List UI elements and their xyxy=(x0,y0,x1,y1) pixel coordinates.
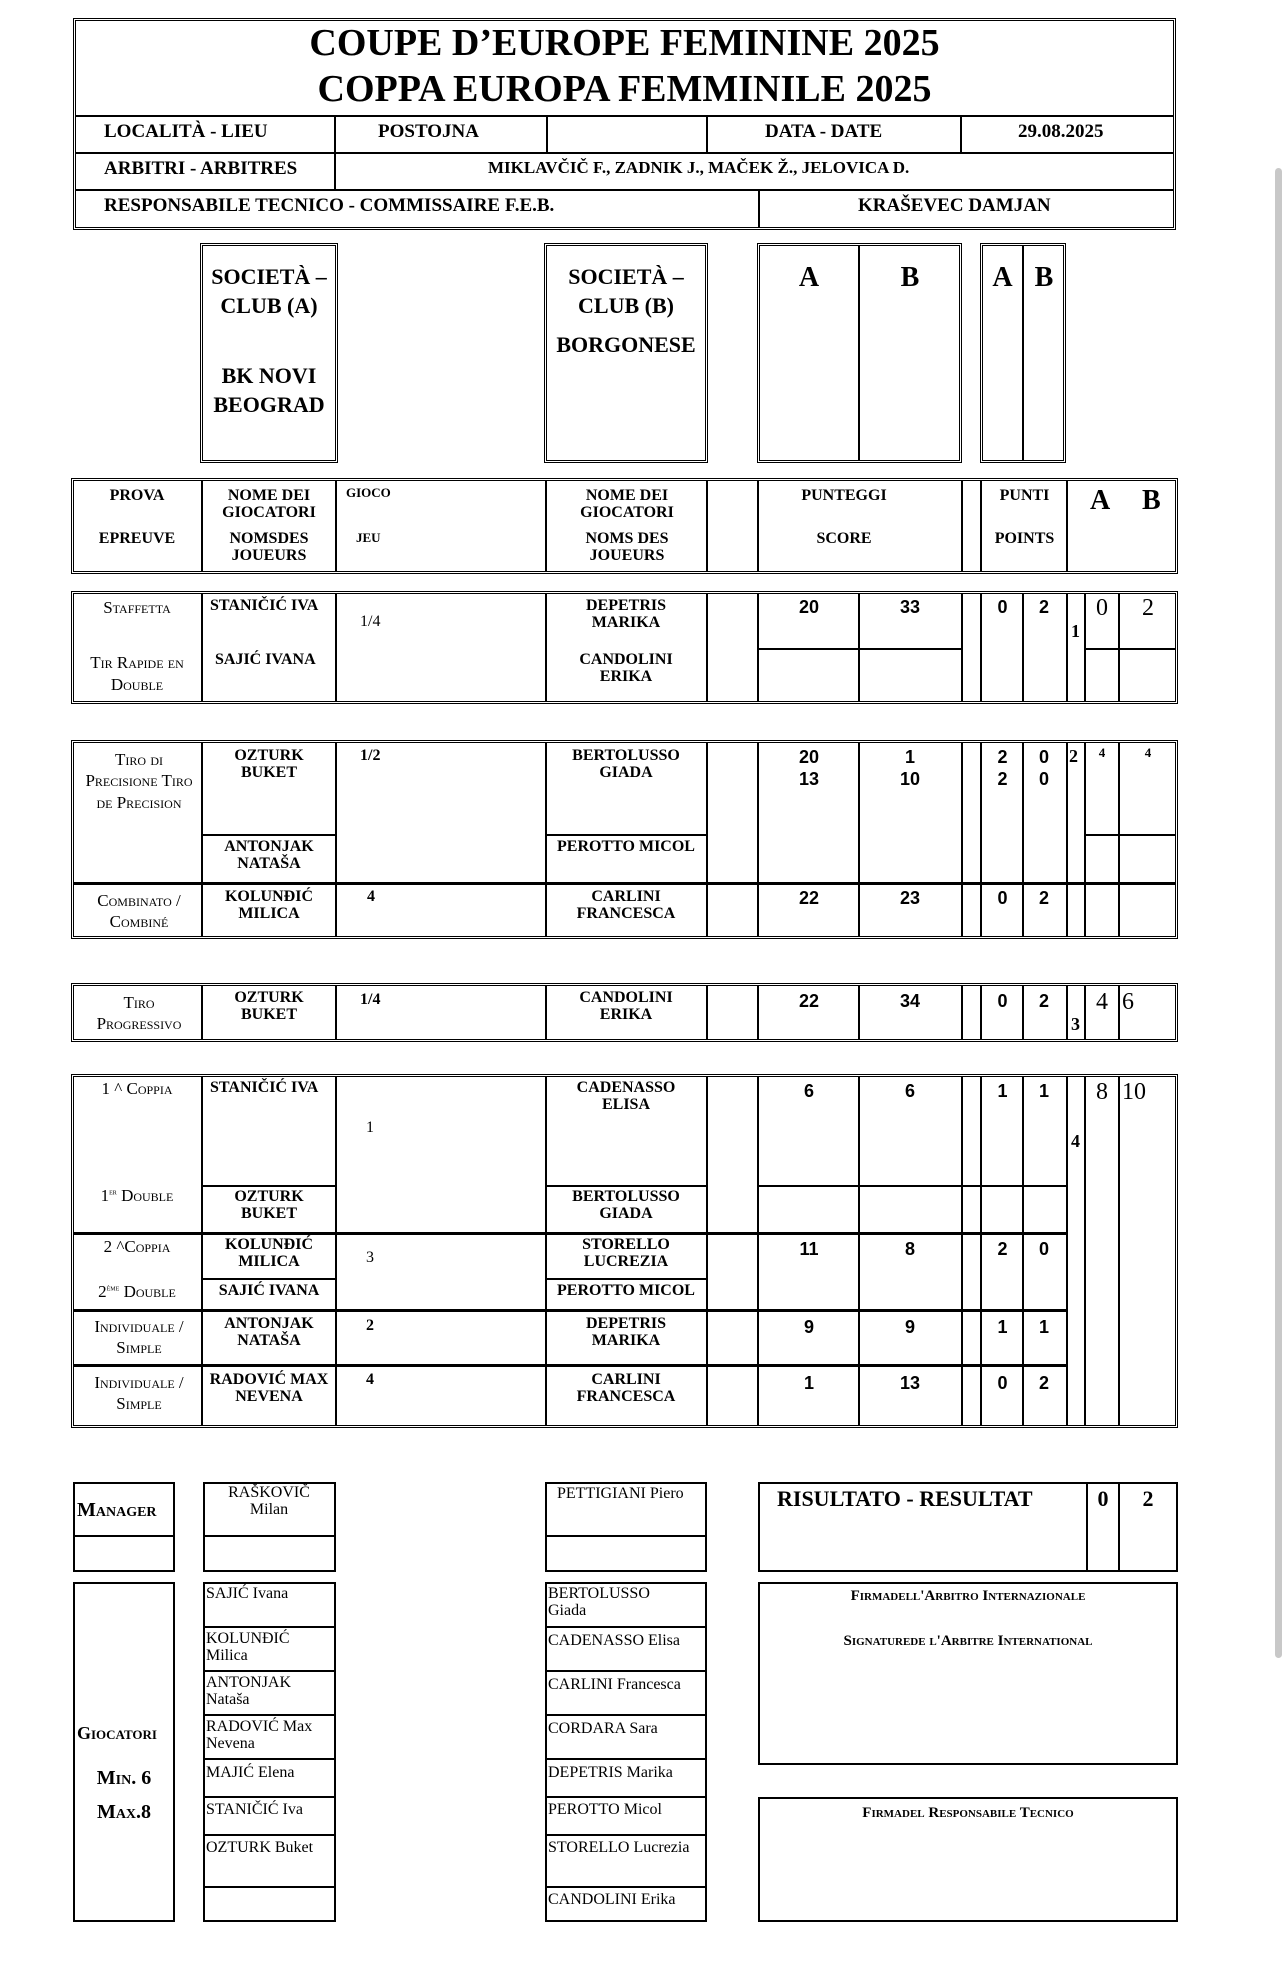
combinato-points-a: 0 xyxy=(997,888,1008,908)
ind1-points-b: 1 xyxy=(1038,1317,1049,1337)
row-divider xyxy=(545,1670,707,1672)
localita-label: LOCALITÀ - LIEU xyxy=(104,121,268,142)
precisione-player-a1: OZTURK BUKET xyxy=(234,747,304,781)
precisione-points-a1: 2 xyxy=(997,747,1008,767)
double1-word: Double xyxy=(121,1186,174,1205)
double2-word: Double xyxy=(123,1282,176,1301)
hdr-nome-b: NOME DEI GIOCATORI xyxy=(580,487,674,521)
manager-a: RAŠKOVIČ Milan xyxy=(228,1484,310,1518)
ind1-points-a: 1 xyxy=(997,1317,1008,1337)
ind2-points-b: 2 xyxy=(1038,1373,1049,1393)
c1-player-a1: STANIČIĆ IVA xyxy=(210,1079,319,1096)
responsabile-value: KRAŠEVEC DAMJAN xyxy=(858,195,1051,216)
c2-player-a2: SAJIĆ IVANA xyxy=(218,1282,320,1299)
col-divider xyxy=(757,1076,759,1426)
double1-label xyxy=(73,1187,201,1205)
progressivo-gioco: 1/4 xyxy=(360,991,381,1008)
combinato-points-b: 2 xyxy=(1038,888,1049,908)
row-divider xyxy=(73,1232,1066,1235)
player-b-3: CARLINI Francesca xyxy=(548,1676,681,1693)
ind1-score-b: 9 xyxy=(904,1317,915,1337)
club-a-name: BK NOVI BEOGRAD xyxy=(213,363,325,417)
header-divider xyxy=(960,115,962,152)
ind1-label: Individuale / Simple xyxy=(94,1317,184,1358)
final-step: 4 xyxy=(1071,1131,1080,1151)
col-divider xyxy=(545,742,547,937)
col-divider xyxy=(1066,985,1068,1040)
col-divider xyxy=(980,480,982,572)
club-col-a: A xyxy=(798,262,820,293)
staffetta-player-b2: CANDOLINI ERIKA xyxy=(579,651,673,685)
row-divider xyxy=(203,1714,336,1716)
col-divider xyxy=(545,1076,547,1426)
row-divider xyxy=(1084,648,1176,650)
col-divider xyxy=(980,1076,982,1426)
precisione-gioco: 1/2 xyxy=(360,747,381,764)
col-divider xyxy=(201,742,203,937)
col-divider xyxy=(706,1076,708,1426)
col-divider xyxy=(757,742,759,937)
ind2-gioco: 4 xyxy=(366,1371,374,1388)
progressivo-total-a: 4 xyxy=(1096,989,1108,1015)
firma-arbitro-it: Firmadell'Arbitro Internazionale xyxy=(850,1588,1086,1604)
hdr-punteggi: PUNTEGGI xyxy=(801,487,887,504)
risultato-a: 0 xyxy=(1097,1486,1109,1511)
c1-gioco: 1 xyxy=(366,1119,374,1136)
precisione-player-b2: PEROTTO MICOL xyxy=(557,838,695,855)
club-points-a: A xyxy=(992,262,1013,293)
col-divider xyxy=(706,480,708,572)
col-divider xyxy=(980,742,982,937)
header-divider xyxy=(546,115,548,152)
combinato-gioco: 4 xyxy=(367,888,375,905)
row-divider xyxy=(757,1185,1066,1187)
staffetta-player-a1: STANIČIĆ IVA xyxy=(210,597,319,614)
header-divider xyxy=(334,115,336,189)
staffetta-points-a: 0 xyxy=(997,597,1008,617)
hdr-epreuve: EPREUVE xyxy=(98,530,176,547)
precisione-score-b1: 1 xyxy=(904,747,915,767)
col-divider xyxy=(201,593,203,702)
col-divider xyxy=(201,480,203,572)
col-divider xyxy=(706,742,708,937)
col-divider xyxy=(201,1076,203,1426)
staffetta-label: Staffetta xyxy=(103,598,171,617)
col-divider xyxy=(961,1076,963,1426)
c1-player-b1: CADENASSO ELISA xyxy=(576,1079,676,1113)
col-divider xyxy=(201,985,203,1040)
row-divider xyxy=(203,1834,336,1836)
combinato-score-a: 22 xyxy=(798,888,820,908)
header-divider xyxy=(75,115,1174,117)
firma-arbitro-fr: Signaturede l'Arbitre International xyxy=(843,1633,1093,1649)
c1-points-b: 1 xyxy=(1038,1081,1049,1101)
hdr-noms-b: NOMS DES JOUEURS xyxy=(585,530,669,564)
hdr-noms-a: NOMSDES JOUEURS xyxy=(229,530,309,564)
precisione-total-a: 4 xyxy=(1098,745,1106,760)
col-divider xyxy=(961,480,963,572)
c2-gioco: 3 xyxy=(366,1249,374,1266)
responsabile-label: RESPONSABILE TECNICO - COMMISSAIRE F.E.B. xyxy=(104,195,555,216)
c2-player-b1: STORELLO LUCREZIA xyxy=(582,1236,670,1270)
header-divider xyxy=(758,189,760,228)
double1-sup: er xyxy=(109,1186,117,1197)
col-divider xyxy=(1084,1076,1086,1426)
double1-num: 1 xyxy=(100,1186,110,1205)
giocatori-label: Giocatori xyxy=(77,1723,157,1743)
player-b-2: CADENASSO Elisa xyxy=(548,1632,681,1649)
club-points-b: B xyxy=(1034,262,1054,293)
ind2-player-b: CARLINI FRANCESCA xyxy=(576,1371,676,1405)
hdr-points: POINTS xyxy=(994,530,1055,547)
precisione-score-a2: 13 xyxy=(798,769,820,789)
final-total-a: 8 xyxy=(1096,1079,1108,1105)
row-divider xyxy=(203,1535,336,1537)
ind2-label: Individuale / Simple xyxy=(94,1373,184,1414)
staffetta-label-fr: Tir Rapide en Double xyxy=(90,653,184,695)
col-divider xyxy=(335,593,337,702)
player-a-5: MAJIĆ Elena xyxy=(206,1764,295,1781)
hdr-gioco: GIOCO xyxy=(346,485,391,500)
col-divider xyxy=(1118,742,1120,937)
ind1-player-a: ANTONJAK NATAŠA xyxy=(224,1315,314,1349)
row-divider xyxy=(545,1886,707,1888)
c2-player-b2: PEROTTO MICOL xyxy=(557,1282,695,1299)
col-divider xyxy=(757,480,759,572)
row-divider xyxy=(203,1670,336,1672)
hdr-col-b: B xyxy=(1142,485,1161,516)
c2-points-a: 2 xyxy=(997,1239,1008,1259)
final-total-b: 10 xyxy=(1122,1079,1146,1105)
c1-player-a2: OZTURK BUKET xyxy=(234,1188,304,1222)
staffetta-gioco: 1/4 xyxy=(360,613,381,630)
progressivo-label: Tiro Progressivo xyxy=(96,993,182,1034)
col-divider xyxy=(1118,985,1120,1040)
col-divider xyxy=(980,593,982,702)
staffetta-total-a: 0 xyxy=(1096,595,1108,621)
ind1-player-b: DEPETRIS MARIKA xyxy=(585,1315,667,1349)
c1-player-b2: BERTOLUSSO GIADA xyxy=(572,1188,680,1222)
row-divider xyxy=(545,1185,706,1187)
col-divider xyxy=(961,985,963,1040)
row-divider xyxy=(201,834,335,836)
double2-sup: ème xyxy=(106,1282,120,1293)
staffetta-step: 1 xyxy=(1071,621,1080,641)
club-b-name: BORGONESE xyxy=(556,332,696,357)
risultato-b: 2 xyxy=(1142,1486,1154,1511)
row-divider xyxy=(73,882,1176,885)
player-a-3: ANTONJAK Nataša xyxy=(206,1674,292,1708)
col-divider xyxy=(335,480,337,572)
player-b-5: DEPETRIS Marika xyxy=(548,1764,673,1781)
progressivo-player-b: CANDOLINI ERIKA xyxy=(579,989,673,1023)
staffetta-score-b: 33 xyxy=(899,597,921,617)
progressivo-points-a: 0 xyxy=(997,991,1008,1011)
header-divider xyxy=(75,189,1174,191)
col-divider xyxy=(1066,480,1068,572)
precisione-player-a2: ANTONJAK NATAŠA xyxy=(224,838,314,872)
progressivo-player-a: OZTURK BUKET xyxy=(234,989,304,1023)
precisione-points-a2: 2 xyxy=(997,769,1008,789)
ind2-score-b: 13 xyxy=(899,1373,921,1393)
precisione-step: 2 xyxy=(1069,746,1078,766)
row-divider xyxy=(545,834,706,836)
c1-points-a: 1 xyxy=(997,1081,1008,1101)
staffetta-total-b: 2 xyxy=(1142,595,1154,621)
coppia1-label: 1 ^ Coppia xyxy=(101,1079,173,1098)
arbitri-label: ARBITRI - ARBITRES xyxy=(104,158,298,179)
row-divider xyxy=(73,1535,175,1537)
c2-score-b: 8 xyxy=(904,1239,915,1259)
firma-arbitro-box xyxy=(758,1582,1178,1765)
player-a-2: KOLUNĐIĆ Milica xyxy=(206,1630,290,1664)
row-divider xyxy=(545,1714,707,1716)
hdr-col-a: A xyxy=(1090,485,1111,516)
player-b-4: CORDARA Sara xyxy=(548,1720,658,1737)
double2-num: 2 xyxy=(98,1282,107,1301)
staffetta-player-b1: DEPETRIS MARIKA xyxy=(585,597,667,631)
progressivo-score-a: 22 xyxy=(798,991,820,1011)
hdr-punti: PUNTI xyxy=(999,487,1050,504)
precisione-points-b1: 0 xyxy=(1038,747,1049,767)
manager-b: PETTIGIANI Piero xyxy=(557,1485,684,1502)
progressivo-score-b: 34 xyxy=(899,991,921,1011)
header-divider xyxy=(706,115,708,152)
data-label: DATA - DATE xyxy=(765,121,883,142)
row-divider xyxy=(201,1185,335,1187)
giocatori-min: Min. 6 xyxy=(96,1767,152,1789)
title-fr: COUPE D’EUROPE FEMININE 2025 xyxy=(309,22,940,64)
player-a-1: SAJIĆ Ivana xyxy=(206,1585,289,1602)
player-a-4: RADOVIĆ Max Nevena xyxy=(206,1718,313,1752)
row-divider xyxy=(201,1278,335,1280)
hdr-nome-a: NOME DEI GIOCATORI xyxy=(222,487,316,521)
col-divider xyxy=(335,1076,337,1426)
ind1-gioco: 2 xyxy=(366,1317,374,1334)
coppia2-label: 2 ^Coppia xyxy=(103,1237,171,1256)
manager-label: Manager xyxy=(77,1499,157,1521)
club-b-label: SOCIETÀ – CLUB (B) xyxy=(568,264,684,318)
col-divider xyxy=(1066,1076,1068,1426)
arbitri-value: MIKLAVČIČ F., ZADNIK J., MAČEK Ž., JELOVICA D. xyxy=(488,158,910,177)
double2-label xyxy=(73,1283,201,1301)
col-divider xyxy=(706,985,708,1040)
precisione-points-b2: 0 xyxy=(1038,769,1049,789)
col-divider xyxy=(1066,742,1068,937)
firma-responsabile: Firmadel Responsabile Tecnico xyxy=(862,1805,1074,1821)
combinato-label: Combinato / Combiné xyxy=(97,891,181,932)
progressivo-total-b: 6 xyxy=(1122,989,1134,1015)
c1-score-b: 6 xyxy=(904,1081,915,1101)
localita-value: POSTOJNA xyxy=(378,121,480,142)
c2-score-a: 11 xyxy=(799,1239,819,1259)
precisione-label: Tiro di Precisione Tiro de Precision xyxy=(85,750,193,812)
row-divider xyxy=(545,1796,707,1798)
row-divider xyxy=(1084,834,1176,836)
col-divider xyxy=(335,985,337,1040)
row-divider xyxy=(545,1626,707,1628)
row-divider xyxy=(73,1364,1066,1367)
col-divider xyxy=(1084,742,1086,937)
c2-player-a1: KOLUNĐIĆ MILICA xyxy=(224,1236,313,1270)
col-divider xyxy=(545,480,547,572)
giocatori-box xyxy=(73,1582,175,1922)
col-divider xyxy=(1066,593,1068,702)
col-divider xyxy=(545,593,547,702)
player-b-6: PEROTTO Micol xyxy=(548,1801,662,1818)
precisione-player-b1: BERTOLUSSO GIADA xyxy=(572,747,680,781)
c1-score-a: 6 xyxy=(803,1081,814,1101)
progressivo-points-b: 2 xyxy=(1038,991,1049,1011)
ind2-points-a: 0 xyxy=(997,1373,1008,1393)
col-divider xyxy=(706,593,708,702)
hdr-prova: PROVA xyxy=(109,487,165,504)
row-divider xyxy=(545,1834,707,1836)
club-col-b: B xyxy=(900,262,920,293)
player-a-7: OZTURK Buket xyxy=(206,1839,314,1856)
hdr-jeu: JEU xyxy=(356,530,381,545)
player-b-8: CANDOLINI Erika xyxy=(548,1891,676,1908)
player-a-6: STANIČIĆ Iva xyxy=(206,1801,303,1818)
c2-points-b: 0 xyxy=(1038,1239,1049,1259)
combinato-score-b: 23 xyxy=(899,888,921,908)
player-b-7: STORELLO Lucrezia xyxy=(548,1839,690,1856)
manager-label-box xyxy=(73,1482,175,1572)
row-divider xyxy=(203,1796,336,1798)
precisione-total-b: 4 xyxy=(1144,745,1152,760)
col-divider xyxy=(1118,1076,1120,1426)
row-divider xyxy=(203,1886,336,1888)
progressivo-step: 3 xyxy=(1071,1014,1080,1034)
col-divider xyxy=(757,985,759,1040)
ind1-score-a: 9 xyxy=(803,1317,814,1337)
player-b-1: BERTOLUSSO Giada xyxy=(548,1585,650,1619)
row-divider xyxy=(203,1626,336,1628)
combinato-player-a: KOLUNĐIĆ MILICA xyxy=(224,888,313,922)
precisione-score-a1: 20 xyxy=(798,747,820,767)
precisione-score-b2: 10 xyxy=(899,769,921,789)
col-divider xyxy=(545,985,547,1040)
data-value: 29.08.2025 xyxy=(1018,121,1104,142)
title-it: COPPA EUROPA FEMMINILE 2025 xyxy=(317,68,932,110)
scrollbar-thumb[interactable] xyxy=(1275,168,1282,1658)
risultato-label: RISULTATO - RESULTAT xyxy=(777,1486,1033,1511)
staffetta-player-a2: SAJIĆ IVANA xyxy=(215,651,316,668)
ind2-score-a: 1 xyxy=(803,1373,814,1393)
row-divider xyxy=(757,648,962,650)
combinato-player-b: CARLINI FRANCESCA xyxy=(576,888,676,922)
row-divider xyxy=(73,1309,1066,1312)
row-divider xyxy=(545,1758,707,1760)
club-a-label: SOCIETÀ – CLUB (A) xyxy=(211,264,327,318)
staffetta-points-b: 2 xyxy=(1038,597,1049,617)
col-divider xyxy=(961,742,963,937)
staffetta-score-a: 20 xyxy=(798,597,820,617)
ind2-player-a: RADOVIĆ MAX NEVENA xyxy=(209,1371,329,1405)
col-divider xyxy=(980,985,982,1040)
col-divider xyxy=(335,742,337,937)
row-divider xyxy=(203,1758,336,1760)
giocatori-max: Max.8 xyxy=(96,1801,152,1823)
header-divider xyxy=(75,152,1174,154)
row-divider xyxy=(545,1278,706,1280)
hdr-score: SCORE xyxy=(816,530,872,547)
row-divider xyxy=(545,1535,707,1537)
